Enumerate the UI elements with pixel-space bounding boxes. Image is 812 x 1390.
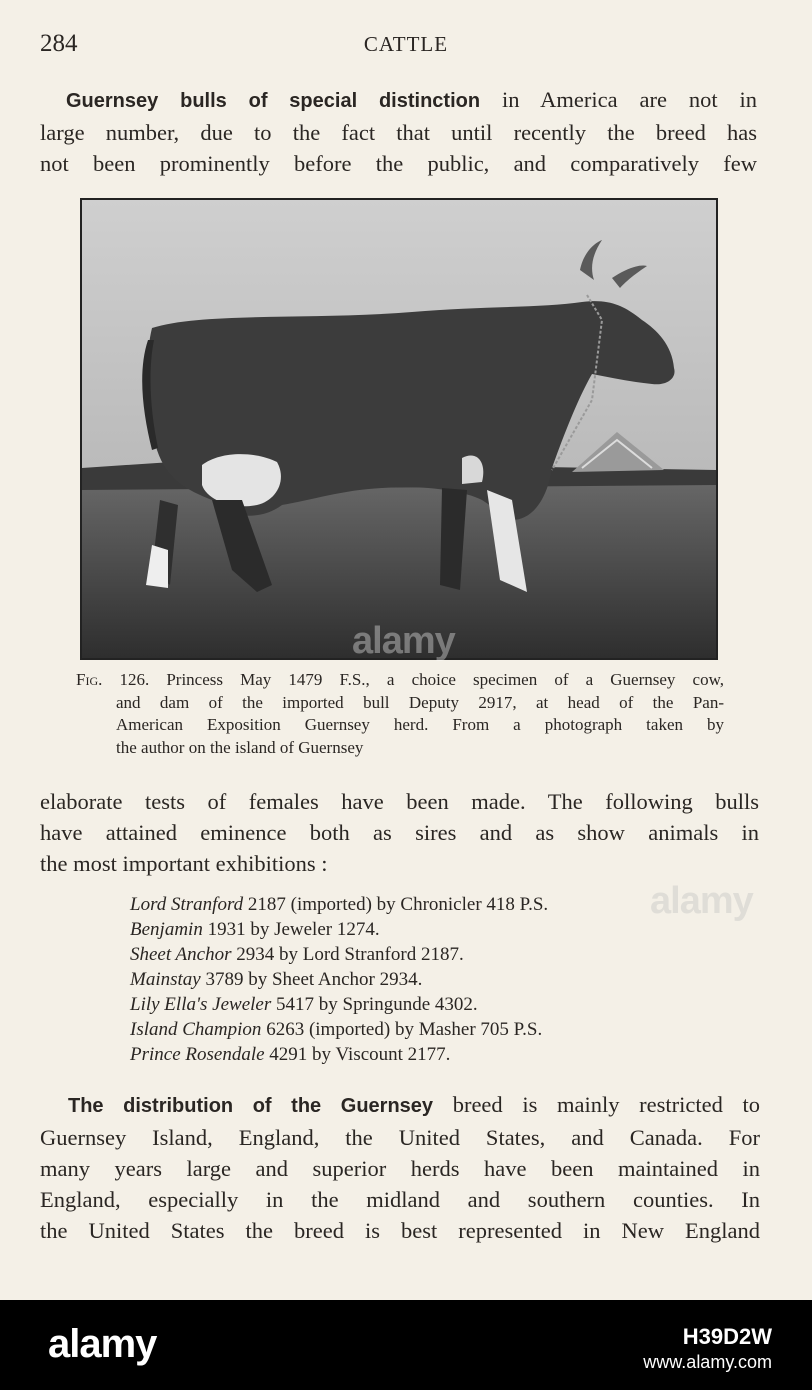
stock-image-id: H39D2W [682,1324,772,1349]
intro-line-1-rest: in America are not in [480,87,757,112]
list-item [130,892,548,917]
bull-detail: 5417 by Springunde 4302. [271,994,478,1015]
cow-photograph [80,198,718,660]
bull-detail: 1931 by Jeweler 1274. [202,919,380,940]
bulls-intro-line-1: elaborate tests of females have been made. The following bulls [40,789,759,814]
list-item [130,942,548,967]
bull-name: Sheet Anchor [130,944,232,965]
intro-line-1 [40,84,757,117]
intro-line-2: large number, due to the fact that until recently the breed has [40,120,757,145]
bulls-intro-line-3: the most important exhibitions : [40,851,328,876]
bull-name: Prince Rosendale [130,1044,265,1065]
distribution-line-3: many years large and superior herds have been maintained in [40,1156,760,1181]
figure-caption [76,669,724,759]
bulls-intro-line-2: have attained eminence both as sires and as show animals in [40,820,759,845]
caption-line-4: the author on the island of Guernsey [116,737,364,757]
distribution-line-2: Guernsey Island, England, the United States, and Canada. For [40,1125,760,1150]
bull-name: Island Champion [130,1019,262,1040]
bull-name: Benjamin [130,919,203,940]
distribution-paragraph [40,1089,760,1246]
intro-line-3: not been prominently before the public, and comparatively few [40,151,757,176]
bulls-intro-paragraph [40,786,759,879]
bull-detail: 2934 by Lord Stranford 2187. [231,944,464,965]
bull-name: Lily Ella's Jeweler [130,994,272,1015]
list-item [130,1042,548,1067]
intro-paragraph [40,84,757,179]
page-number: 284 [40,30,78,57]
running-title: CATTLE [363,32,449,56]
list-item [130,1017,548,1042]
caption-line-2: and dam of the imported bull Deputy 2917, at head of the Pan- [116,692,724,712]
list-item [130,917,548,942]
cow-photo-illustration [82,200,716,658]
bull-name: Lord Stranford [130,894,244,915]
watermark-overlay: alamy [352,620,455,662]
distribution-line-5: the United States the breed is best represented in New England [40,1218,760,1243]
stock-watermark-bar [0,1300,812,1390]
bull-name: Mainstay [130,969,201,990]
bull-list [130,892,548,1067]
watermark-overlay: alamy [650,880,753,922]
distribution-line-1: The distribution of the Guernsey breed is mainly restricted to [68,1092,761,1117]
caption-line-3: American Exposition Guernsey herd. From a photograph taken by [116,715,724,734]
stock-url: www.alamy.com [643,1352,772,1372]
caption-line-1: Fig. 126. Princess May 1479 F.S., a choice specimen of a Guernsey cow, [76,670,724,689]
list-item [130,967,548,992]
intro-bold-phrase: Guernsey bulls of special distinction [66,90,481,112]
alamy-logo: alamy [48,1322,157,1366]
bull-detail: 6263 (imported) by Masher 705 P.S. [261,1019,543,1040]
list-item [130,992,548,1017]
distribution-bold-phrase: The distribution of the Guernsey [68,1095,434,1117]
bull-detail: 4291 by Viscount 2177. [264,1044,451,1065]
udder [202,454,281,506]
bull-detail: 3789 by Sheet Anchor 2934. [200,969,423,990]
bull-detail: 2187 (imported) by Chronicler 418 P.S. [243,894,549,915]
figure-label: Fig. 126. [76,670,150,689]
distribution-line-4: England, especially in the midland and southern counties. In [40,1187,760,1212]
